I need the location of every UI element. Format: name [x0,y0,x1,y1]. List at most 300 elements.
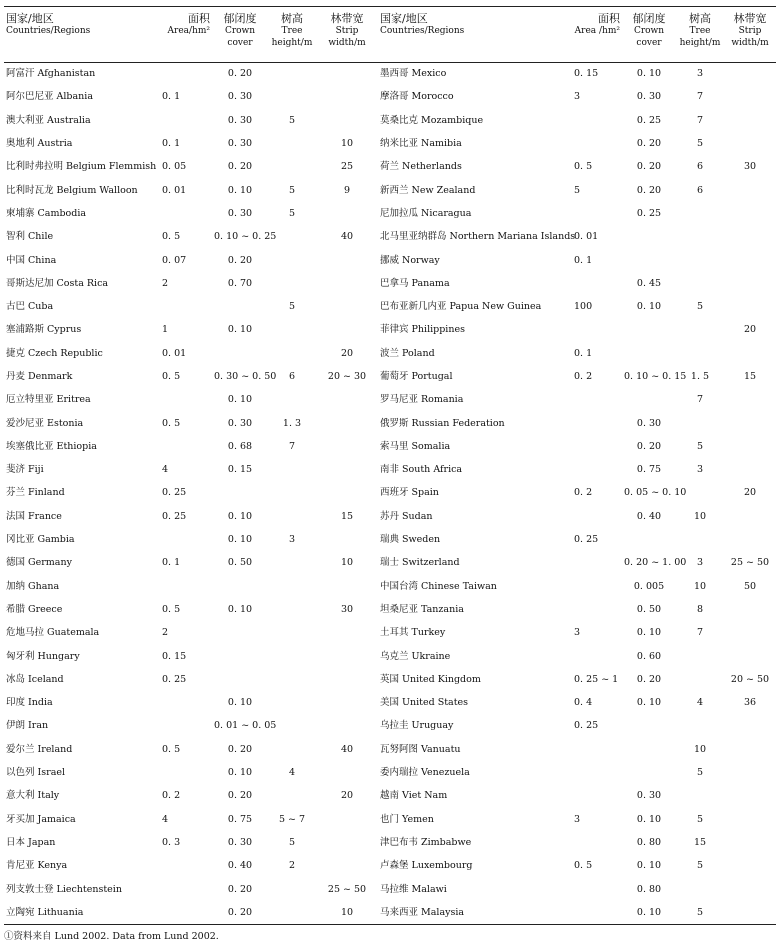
right-strip-cell: 15 [743,371,757,382]
right-height-cell: 4 [696,697,704,709]
left-area-cell: 0. 07 [162,254,187,266]
left-height-cell [268,692,316,715]
right-name-cell: 莫桑比克 Mozambique [380,114,484,126]
left-strip-cell [316,202,378,225]
right-strip-cell: 50 [743,580,757,592]
left-height-cell [268,901,316,924]
right-crown-cell: 0. 80 [636,836,662,848]
right-crown-cell: 0. 40 [636,510,662,522]
left-area-cell: 0. 5 [162,231,181,243]
left-area-cell: 0. 2 [162,790,181,802]
right-strip-cell [724,132,776,155]
header-area: 面积 Area/hm² [154,7,212,63]
left-area-cell: 0. 05 [162,161,187,173]
right-name-cell: 纳米比亚 Namibia [380,138,462,150]
left-strip-cell: 9 [343,184,351,196]
right-height-cell: 8 [696,603,704,615]
left-crown-cell: 0. 68 [227,440,253,452]
left-strip-cell: 20 ~ 30 [327,371,367,382]
right-height-cell: 3 [696,557,704,569]
right-height-cell: 5 [696,860,704,872]
right-strip-cell [724,505,776,528]
left-height-cell [268,342,316,365]
table-row [4,132,776,155]
left-strip-cell [316,761,378,784]
right-strip-cell [724,808,776,831]
right-height-cell: 3 [696,464,704,476]
left-height-cell: 3 [288,534,296,546]
right-height-cell: 7 [696,114,704,126]
left-area-cell [154,109,212,132]
right-height-cell [676,272,724,295]
right-height-cell [676,412,724,435]
right-strip-cell [724,459,776,482]
left-crown-cell [212,295,268,318]
left-name-cell: 印度 India [6,697,53,709]
table-row [4,342,776,365]
left-crown-cell [212,342,268,365]
left-height-cell [268,389,316,412]
right-height-cell: 7 [696,627,704,639]
right-area-cell [566,761,622,784]
right-height-cell [676,715,724,738]
left-area-cell: 0. 01 [162,347,187,359]
table-header [4,7,776,63]
right-crown-cell: 0. 20 [636,440,662,452]
right-name-cell: 马拉维 Malawi [380,883,447,895]
right-height-cell [676,528,724,551]
right-strip-cell [724,202,776,225]
right-area-cell [566,202,622,225]
right-strip-cell [724,295,776,318]
right-crown-cell: 0. 60 [636,650,662,662]
left-height-cell [268,319,316,342]
left-area-cell: 0. 5 [162,743,181,755]
left-area-cell: 0. 1 [162,91,181,103]
right-crown-cell: 0. 10 ~ 0. 15 [624,371,687,382]
left-area-cell: 0. 01 [162,184,187,196]
left-crown-cell: 0. 01 ~ 0. 05 [214,720,277,732]
left-name-cell: 比利时瓦龙 Belgium Walloon [6,184,138,196]
right-name-cell: 新西兰 New Zealand [380,184,476,196]
header-strip-right: 林带宽 Strip width/m [724,7,776,63]
right-name-cell: 坦桑尼亚 Tanzania [380,603,464,615]
table-row [4,855,776,878]
left-name-cell: 希腊 Greece [6,603,63,615]
right-area-cell [566,575,622,598]
left-height-cell [268,738,316,761]
table-row [4,552,776,575]
left-name-cell: 柬埔寨 Cambodia [6,207,87,219]
right-height-cell: 10 [693,743,707,755]
right-height-cell: 6 [696,184,704,196]
left-area-cell [154,761,212,784]
right-crown-cell: 0. 45 [636,277,662,289]
right-strip-cell [724,785,776,808]
left-name-cell: 智利 Chile [6,231,54,243]
left-crown-cell: 0. 30 [227,207,253,219]
left-name-cell: 阿尔巴尼亚 Albania [6,91,93,103]
left-area-cell: 0. 3 [162,836,181,848]
right-name-cell: 津巴布韦 Zimbabwe [380,836,472,848]
left-strip-cell [316,295,378,318]
right-height-cell: 5 [696,138,704,150]
right-strip-cell [724,86,776,109]
right-name-cell: 摩洛哥 Morocco [380,91,454,103]
left-strip-cell: 40 [340,743,354,755]
right-crown-cell [622,738,676,761]
right-name-cell: 苏丹 Sudan [380,510,433,522]
right-crown-cell: 0. 20 [636,161,662,173]
left-height-cell: 4 [288,767,296,779]
right-strip-cell [724,598,776,621]
header-name: 国家/地区 Countries/Regions [4,7,154,63]
left-strip-cell [316,86,378,109]
left-crown-cell: 0. 30 [227,91,253,103]
left-strip-cell: 20 [340,790,354,802]
left-area-cell: 0. 1 [162,138,181,150]
right-name-cell: 南非 South Africa [380,464,463,476]
left-crown-cell: 0. 70 [227,277,253,289]
right-crown-cell: 0. 10 [636,301,662,313]
left-crown-cell: 0. 30 [227,114,253,126]
right-area-cell [566,785,622,808]
right-area-cell [566,319,622,342]
left-crown-cell: 0. 10 [227,510,253,522]
header-height: 树高 Tree height/m [268,7,316,63]
left-name-cell: 埃塞俄比亚 Ethiopia [6,440,97,452]
left-strip-cell [316,412,378,435]
right-strip-cell [724,342,776,365]
right-crown-cell: 0. 10 [636,627,662,639]
left-crown-cell: 0. 20 [227,743,253,755]
right-strip-cell: 20 ~ 50 [730,673,770,685]
right-crown-cell: 0. 005 [633,580,665,592]
right-height-cell [676,878,724,901]
right-strip-cell [724,715,776,738]
left-strip-cell [316,575,378,598]
left-name-cell: 以色列 Israel [6,767,66,779]
left-name-cell: 丹麦 Denmark [6,371,73,382]
right-crown-cell: 0. 20 [636,184,662,196]
left-crown-cell: 0. 20 [227,254,253,266]
right-height-cell: 1. 5 [690,371,710,382]
table-row [4,435,776,458]
left-crown-cell [212,645,268,668]
left-name-cell: 伊朗 Iran [6,720,49,732]
left-height-cell [268,63,316,86]
table-row [4,761,776,784]
left-strip-cell [316,389,378,412]
right-area-cell [566,459,622,482]
left-area-cell [154,202,212,225]
left-height-cell [268,459,316,482]
right-strip-cell: 30 [743,161,757,173]
right-name-cell: 西班牙 Spain [380,487,439,499]
right-strip-cell [724,272,776,295]
left-name-cell: 中国 China [6,254,57,266]
right-area-cell [566,878,622,901]
right-strip-cell: 25 ~ 50 [730,557,770,569]
right-height-cell [676,342,724,365]
right-name-cell: 卢森堡 Luxembourg [380,860,473,872]
right-strip-cell [724,179,776,202]
table-row [4,365,776,388]
right-name-cell: 菲律宾 Philippines [380,324,465,336]
right-strip-cell [724,738,776,761]
table-row [4,528,776,551]
right-name-cell: 俄罗斯 Russian Federation [380,417,505,429]
left-strip-cell: 40 [340,231,354,243]
right-height-cell [676,785,724,808]
table-row [4,482,776,505]
left-height-cell [268,622,316,645]
left-crown-cell: 0. 10 [227,534,253,546]
left-crown-cell: 0. 30 [227,417,253,429]
left-area-cell: 0. 15 [162,650,187,662]
left-area-cell [154,692,212,715]
right-area-cell [566,412,622,435]
right-area-cell [566,132,622,155]
right-crown-cell: 0. 10 [622,901,676,924]
left-name-cell: 古巴 Cuba [6,301,54,313]
header-area-right: 面积 Area /hm² [566,7,622,63]
table-row [4,831,776,854]
left-area-cell [154,901,212,924]
right-name-cell: 英国 United Kingdom [380,673,481,685]
left-area-cell: 0. 1 [162,557,181,569]
right-name-cell: 越南 Viet Nam [380,790,448,802]
left-strip-cell [316,855,378,878]
table-row [4,156,776,179]
table-row [4,668,776,691]
left-height-cell: 5 [288,184,296,196]
right-height-cell: 10 [693,580,707,592]
right-crown-cell [622,342,676,365]
left-crown-cell: 0. 20 [212,901,268,924]
right-name-cell: 美国 United States [380,697,469,709]
left-height-cell: 5 [288,301,296,313]
table-row [4,226,776,249]
right-crown-cell: 0. 30 [636,790,662,802]
left-name-cell: 法国 France [6,510,62,522]
table-row [4,738,776,761]
left-strip-cell [316,528,378,551]
left-area-cell [154,878,212,901]
left-name-cell: 列支敦士登 Liechtenstein [6,883,122,895]
left-strip-cell [316,808,378,831]
left-height-cell: 5 [288,114,296,126]
left-name-cell: 德国 Germany [6,557,72,569]
left-name-cell: 塞浦路斯 Cyprus [6,324,82,336]
left-area-cell: 4 [162,813,169,825]
left-name-cell: 捷克 Czech Republic [6,347,103,359]
left-crown-cell [212,668,268,691]
left-height-cell: 2 [288,860,296,872]
right-area-cell: 0. 2 [574,487,593,499]
left-strip-cell [316,668,378,691]
right-crown-cell [622,226,676,249]
right-crown-cell [622,715,676,738]
left-strip-cell [316,272,378,295]
left-name-cell: 爱尔兰 Ireland [6,743,73,755]
left-height-cell [268,785,316,808]
right-height-cell: 5 [696,301,704,313]
left-name-cell: 日本 Japan [6,836,56,848]
left-height-cell [268,249,316,272]
right-area-cell [566,435,622,458]
right-height-cell: 7 [696,394,704,406]
table-row [4,575,776,598]
right-crown-cell: 0. 25 [636,114,662,126]
right-name-cell: 瓦努阿图 Vanuatu [380,743,461,755]
left-area-cell: 2 [162,627,169,639]
header-crown: 郁闭度 Crown cover [212,7,268,63]
left-strip-cell: 10 [340,138,354,150]
table-row [4,109,776,132]
right-height-cell: 10 [693,510,707,522]
left-height-cell [268,156,316,179]
left-height-cell: 5 [288,207,296,219]
right-crown-cell: 0. 10 [636,68,662,80]
left-strip-cell [316,692,378,715]
left-strip-cell [316,459,378,482]
right-height-cell [676,645,724,668]
left-crown-cell: 0. 20 [227,883,253,895]
footnote: ①资料来自 Lund 2002. Data from Lund 2002. [4,931,219,942]
left-crown-cell [212,482,268,505]
left-area-cell: 0. 5 [162,417,181,429]
left-strip-cell [316,249,378,272]
forest-definition-table [4,6,776,925]
left-strip-cell: 10 [316,901,378,924]
right-area-cell: 3 [574,813,581,825]
right-name-cell: 巴布亚新几内亚 Papua New Guinea [380,301,542,313]
left-height-cell [268,645,316,668]
right-height-cell [676,226,724,249]
right-name-cell: 瑞典 Sweden [380,534,441,546]
right-area-cell: 0. 25 [574,720,599,732]
right-strip-cell [724,389,776,412]
right-area-cell [566,738,622,761]
left-strip-cell: 20 [340,347,354,359]
left-name-cell: 加纳 Ghana [6,580,60,592]
right-strip-cell [724,645,776,668]
left-area-cell [154,575,212,598]
left-name-cell: 爱沙尼亚 Estonia [6,417,84,429]
right-area-cell: 0. 1 [574,347,593,359]
right-area-cell: 0. 25 ~ 1 [574,673,619,685]
left-height-cell: 1. 3 [282,417,302,429]
left-crown-cell: 0. 10 [227,394,253,406]
right-area-cell: 3 [574,91,581,103]
table-row [4,808,776,831]
right-strip-cell [724,412,776,435]
table-row [4,459,776,482]
right-name-cell: 索马里 Somalia [380,440,451,452]
left-crown-cell: 0. 10 ~ 0. 25 [214,231,277,243]
left-strip-cell [316,715,378,738]
header-name-right: 国家/地区 Countries/Regions [378,7,566,63]
right-strip-cell: 20 [743,487,757,499]
right-area-cell [566,389,622,412]
right-area-cell [566,598,622,621]
table-row [4,272,776,295]
left-strip-cell: 15 [340,510,354,522]
right-name-cell: 罗马尼亚 Romania [380,394,464,406]
table-row [4,645,776,668]
right-height-cell: 5 [696,813,704,825]
right-crown-cell: 0. 50 [636,603,662,615]
left-height-cell [268,552,316,575]
right-height-cell: 15 [693,836,707,848]
left-crown-cell: 0. 10 [227,184,253,196]
right-crown-cell: 0. 75 [636,464,662,476]
left-name-cell: 立陶宛 Lithuania [4,901,154,924]
right-height-cell: 5 [696,767,704,779]
right-name-cell: 波兰 Poland [380,347,435,359]
left-crown-cell: 0. 15 [227,464,253,476]
left-crown-cell: 0. 10 [227,603,253,615]
left-name-cell: 匈牙利 Hungary [6,650,80,662]
right-name-cell: 马来西亚 Malaysia [378,901,566,924]
left-name-cell: 比利时弗拉明 Belgium Flemmish [6,161,157,173]
right-crown-cell: 0. 30 [636,91,662,103]
right-height-cell: 3 [696,68,704,80]
right-name-cell: 土耳其 Turkey [380,627,446,639]
right-name-cell: 北马里亚纳群岛 Northern Mariana Islands [380,231,576,243]
left-area-cell: 4 [162,464,169,476]
right-name-cell: 中国台湾 Chinese Taiwan [380,580,497,592]
right-area-cell [566,109,622,132]
right-area-cell: 5 [574,184,581,196]
table-row [4,598,776,621]
left-area-cell: 1 [162,324,169,336]
left-name-cell: 奥地利 Austria [6,138,73,150]
left-strip-cell [316,622,378,645]
right-crown-cell: 0. 10 [636,860,662,872]
left-height-cell [268,86,316,109]
left-area-cell [154,855,212,878]
left-strip-cell [316,109,378,132]
right-area-cell [566,831,622,854]
left-height-cell [268,272,316,295]
left-area-cell [154,528,212,551]
left-height-cell: 5 [288,836,296,848]
table-row [4,901,776,924]
table-row [4,86,776,109]
left-height-cell [268,505,316,528]
right-area-cell [566,901,622,924]
right-crown-cell: 0. 20 [636,138,662,150]
right-crown-cell: 0. 80 [636,883,662,895]
table-row [4,179,776,202]
left-strip-cell: 10 [340,557,354,569]
right-area-cell: 3 [574,627,581,639]
table-row [4,878,776,901]
right-name-cell: 乌克兰 Ukraine [380,650,451,662]
left-height-cell [268,878,316,901]
right-crown-cell: 0. 30 [636,417,662,429]
left-area-cell [154,715,212,738]
right-area-cell: 0. 4 [574,697,593,709]
right-area-cell: 0. 5 [574,860,593,872]
table-row [4,249,776,272]
right-area-cell: 0. 5 [574,161,593,173]
right-crown-cell: 0. 20 [636,673,662,685]
left-name-cell: 芬兰 Finland [6,487,65,499]
right-crown-cell: 0. 10 [636,697,662,709]
